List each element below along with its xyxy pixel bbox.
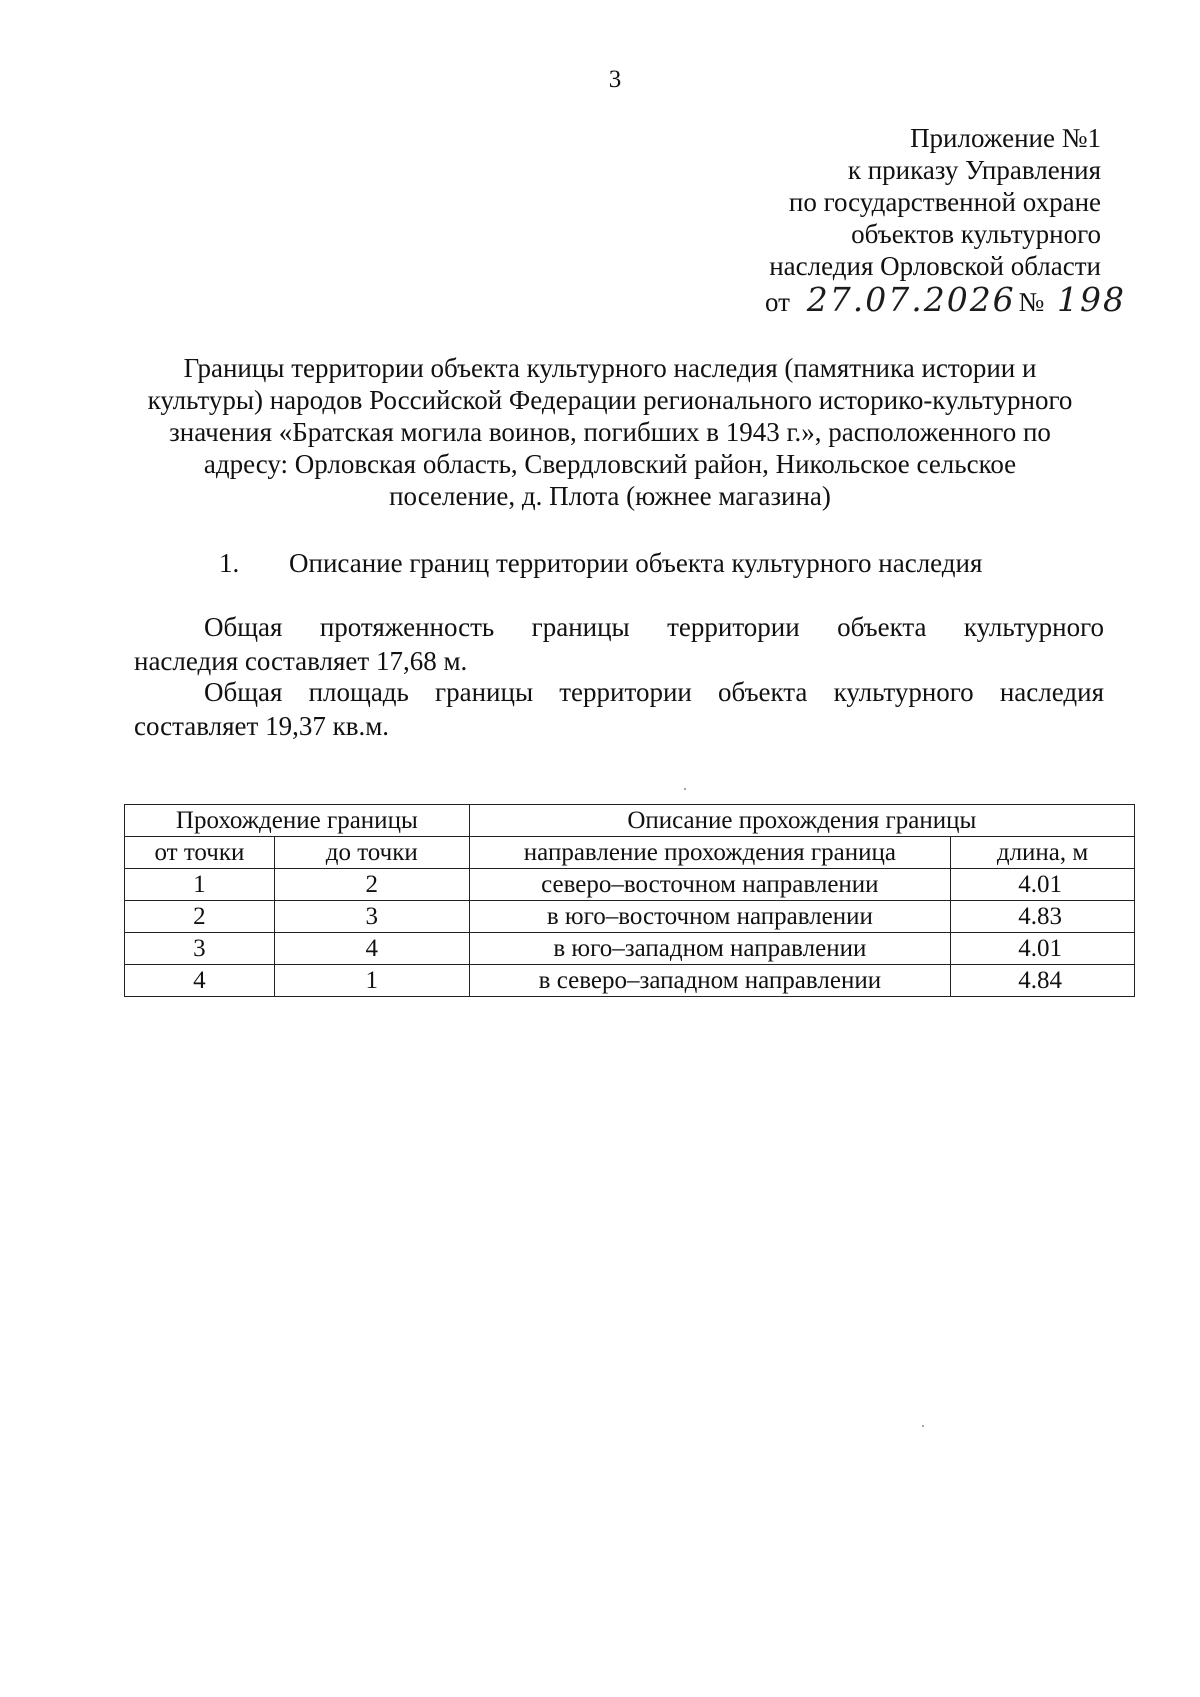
table-column-header-row (125, 837, 1135, 869)
section-number: 1. (219, 548, 240, 578)
section-heading (219, 548, 982, 579)
handwritten-date: 27.07.2026 (806, 280, 1016, 319)
section-heading-text: Описание границ территории объекта культурного наследия (289, 548, 983, 578)
title-line: поселение, д. Плота (южнее магазина) (389, 481, 831, 511)
handwritten-order-number: 198 (1057, 280, 1126, 319)
appendix-block (765, 122, 1126, 319)
cell-direction: в северо–западном направлении (469, 965, 950, 997)
number-label: № (1018, 287, 1045, 317)
title-line: адресу: Орловская область, Свердловский район, Никольское сельское (203, 449, 1017, 479)
column-header-to-point: до точки (274, 837, 469, 869)
cell-to-point: 1 (274, 965, 469, 997)
table-group-header-row (125, 805, 1135, 837)
cell-to-point: 3 (274, 901, 469, 933)
cell-direction: в юго–западном направлении (469, 933, 950, 965)
table-row (125, 869, 1135, 901)
cell-from-point: 3 (125, 933, 275, 965)
cell-to-point: 4 (274, 933, 469, 965)
title-line: Границы территории объекта культурного наследия (памятника истории и (183, 353, 1037, 383)
cell-to-point: 2 (274, 869, 469, 901)
cell-from-point: 4 (125, 965, 275, 997)
page-number: 3 (608, 66, 622, 93)
appendix-line: к приказу Управления (847, 155, 1101, 185)
from-label: от (765, 287, 790, 317)
table-row (125, 933, 1135, 965)
table-row (125, 965, 1135, 997)
appendix-line: наследия Орловской области (769, 251, 1101, 281)
title-line: значения «Братская могила воинов, погибших в 1943 г.», расположенного по (169, 417, 1051, 447)
paragraph-total-length (134, 610, 1104, 678)
group-header-passage: Прохождение границы (125, 805, 470, 837)
boundary-table (124, 804, 1135, 997)
scan-speck (684, 788, 686, 790)
table-row (125, 901, 1135, 933)
title-line: культуры) народов Российской Федерации регионального историко-культурного (147, 385, 1073, 415)
appendix-title: Приложение №1 (910, 123, 1101, 153)
paragraph-first-line: Общая площадь границы территории объекта культурного наследия (204, 677, 1104, 707)
appendix-line: по государственной охране (788, 187, 1101, 217)
cell-from-point: 1 (125, 869, 275, 901)
column-header-length: длина, м (951, 837, 1135, 869)
paragraph-total-area (134, 675, 1104, 743)
cell-direction: в юго–восточном направлении (469, 901, 950, 933)
paragraph-continuation: составляет 19,37 кв.м. (134, 711, 390, 741)
group-header-description: Описание прохождения границы (469, 805, 1134, 837)
column-header-direction: направление прохождения граница (469, 837, 950, 869)
order-date-number-line (765, 280, 1126, 319)
scan-speck (922, 1425, 924, 1427)
cell-from-point: 2 (125, 901, 275, 933)
cell-direction: северо–восточном направлении (469, 869, 950, 901)
cell-length: 4.01 (951, 933, 1135, 965)
paragraph-first-line: Общая протяженность границы территории объекта культурного (204, 612, 1104, 642)
appendix-line: объектов культурного (851, 219, 1101, 249)
cell-length: 4.83 (951, 901, 1135, 933)
document-title (110, 352, 1110, 512)
paragraph-continuation: наследия составляет 17,68 м. (134, 646, 468, 676)
column-header-from-point: от точки (125, 837, 275, 869)
cell-length: 4.84 (951, 965, 1135, 997)
cell-length: 4.01 (951, 869, 1135, 901)
